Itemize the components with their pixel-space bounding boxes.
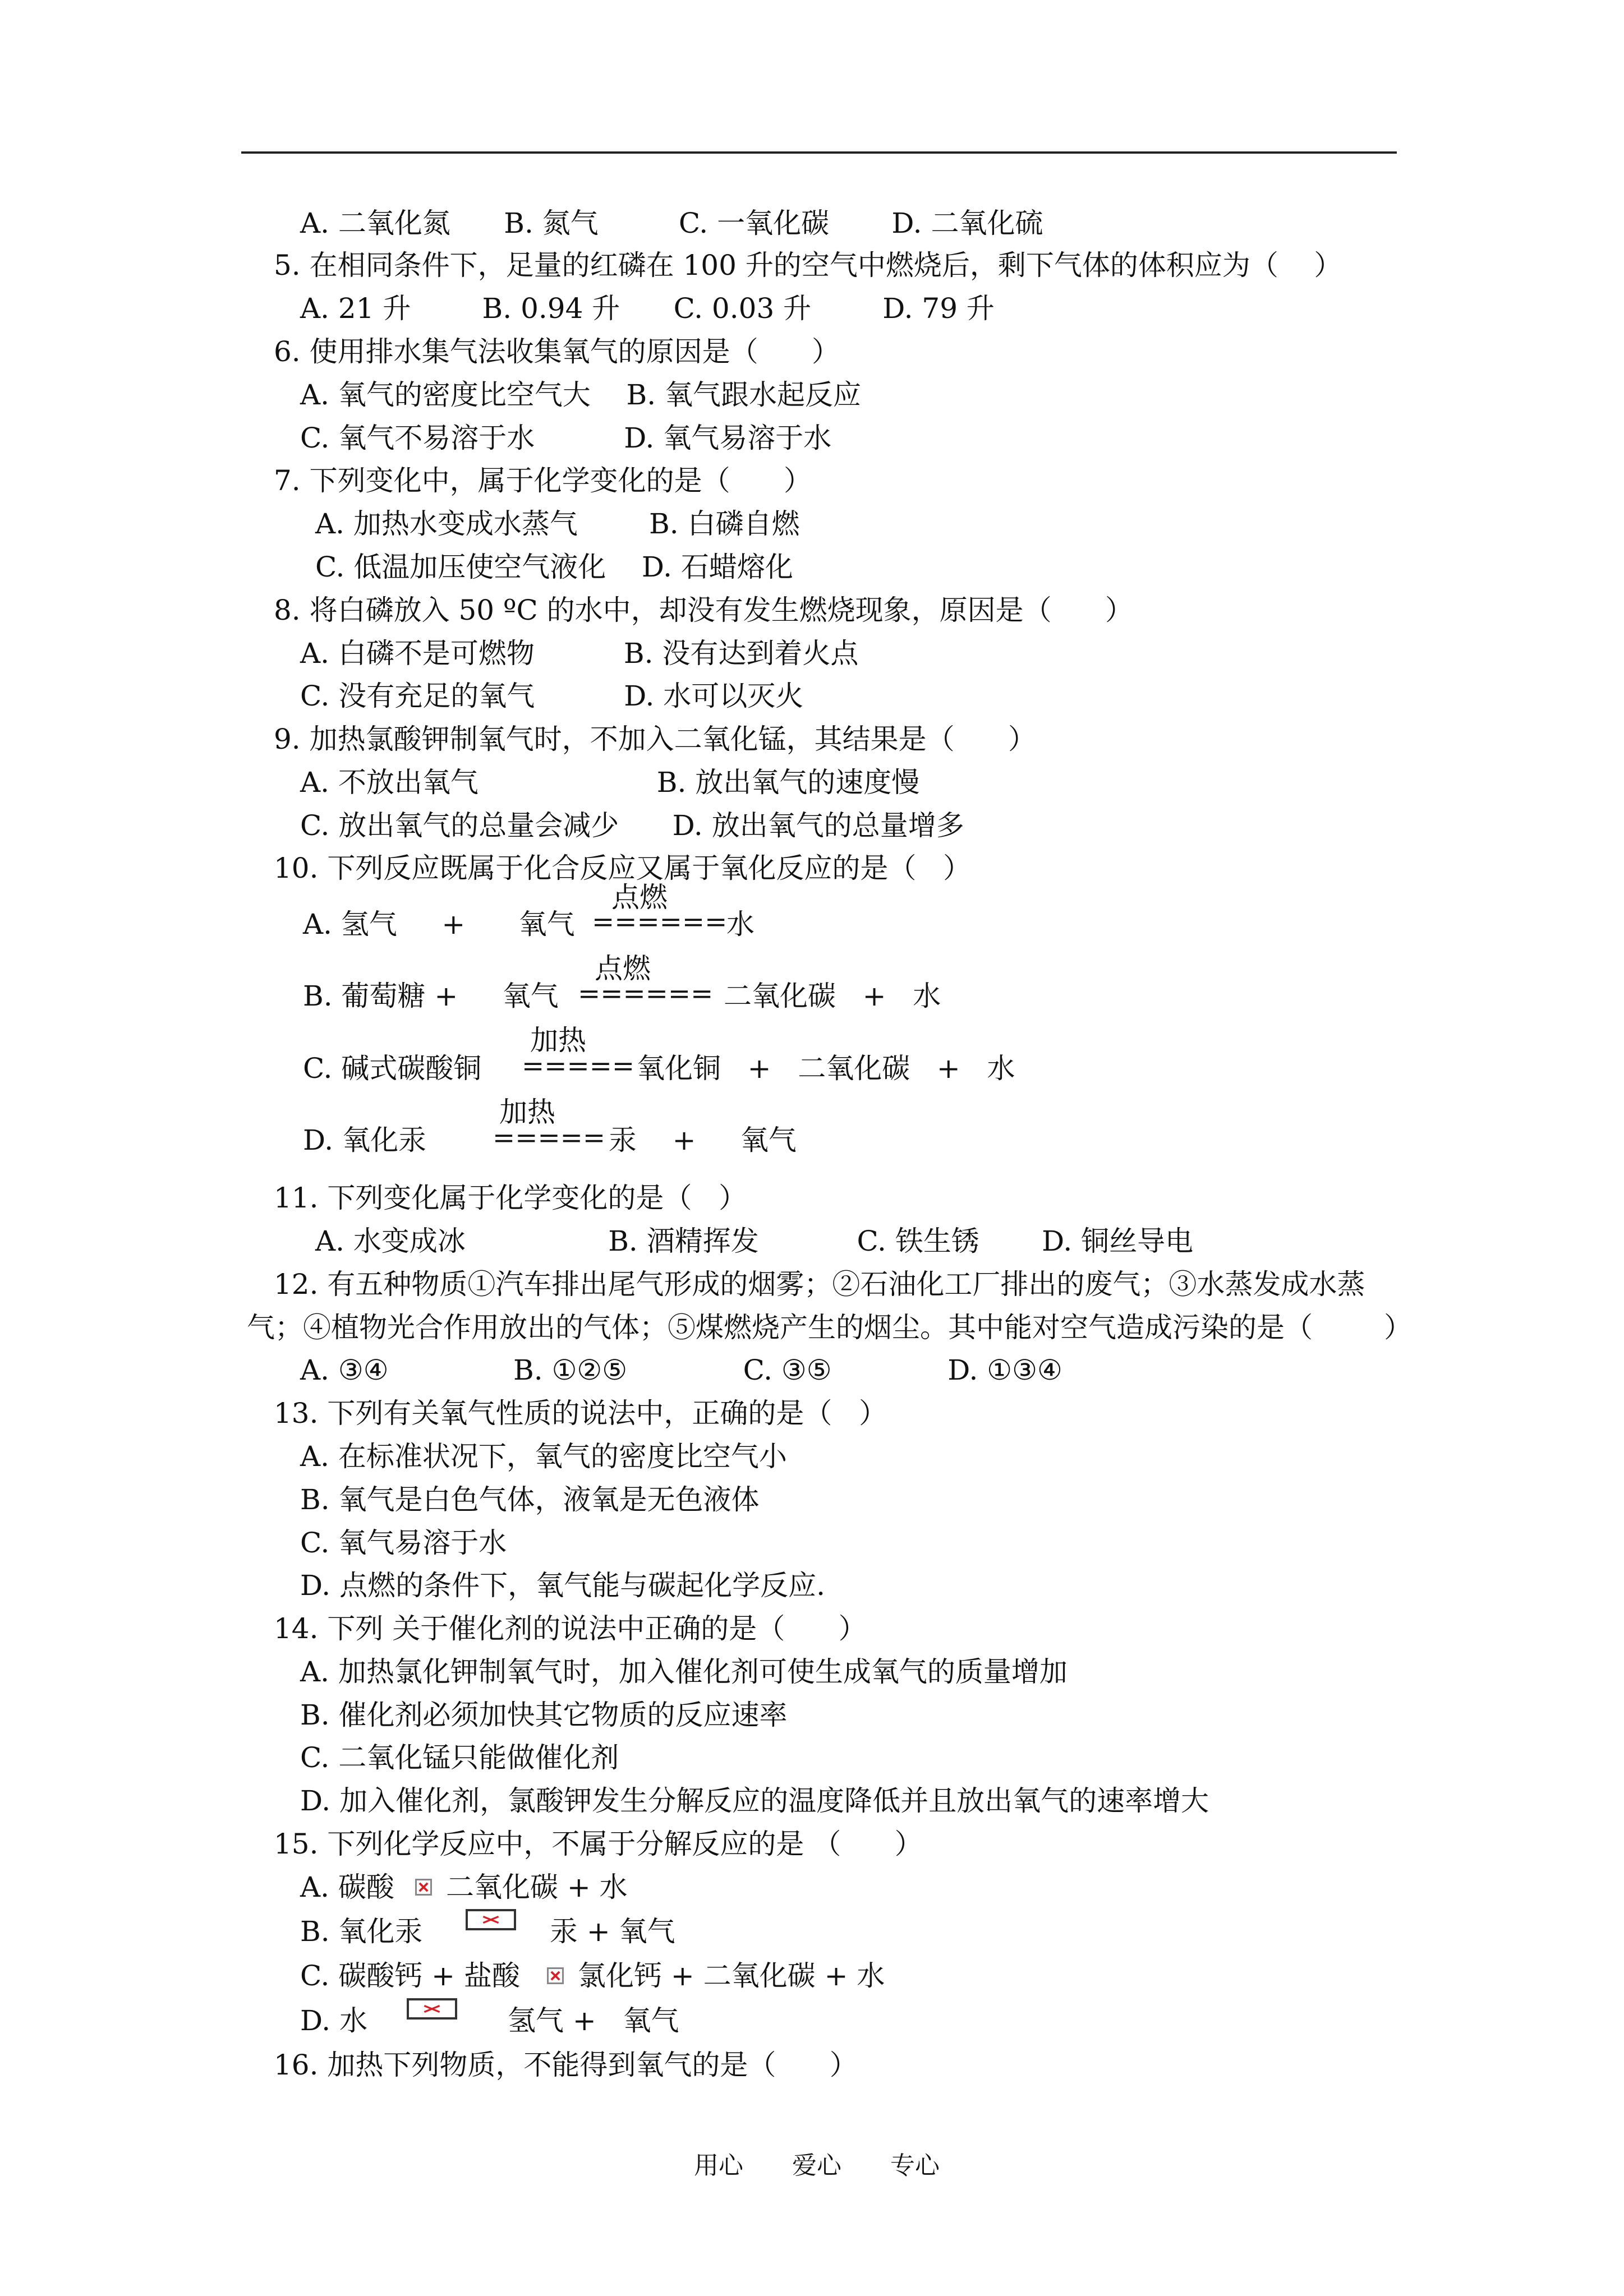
- q5-options: A. 21 升 B. 0.94 升 C. 0.03 升 D. 79 升: [300, 292, 995, 325]
- q10-b-reactants: B. 葡萄糖 + 氧气: [303, 980, 559, 1012]
- q6-options-ab: A. 氧气的密度比空气大 B. 氧气跟水起反应: [300, 379, 861, 411]
- q12-stem-line1: 12. 有五种物质①汽车排出尾气形成的烟雾；②石油化工厂排出的废气；③水蒸发成水蒸: [274, 1268, 1365, 1301]
- q14-option-d: D. 加入催化剂，氯酸钾发生分解反应的温度降低并且放出氧气的速率增大: [300, 1785, 1209, 1817]
- q15-a-reactant: A. 碳酸: [300, 1871, 394, 1903]
- q15-c-products: 氯化钙 + 二氧化碳 + 水: [578, 1960, 885, 1992]
- q7-options-cd: C. 低温加压使空气液化 D. 石蜡熔化: [315, 551, 793, 583]
- q16-stem: 16. 加热下列物质，不能得到氧气的是（ ）: [274, 2049, 858, 2081]
- footer-text-2: 爱心: [792, 2151, 841, 2180]
- q15-a-products: 二氧化碳 + 水: [446, 1871, 628, 1903]
- q9-stem: 9. 加热氯酸钾制氧气时，不加入二氧化锰，其结果是（ ）: [274, 723, 1036, 755]
- footer-text-3: 专心: [890, 2151, 940, 2180]
- q10-b-products: 二氧化碳 + 水: [724, 980, 941, 1012]
- q10-d-reactants: D. 氧化汞: [303, 1124, 427, 1156]
- q8-options-ab: A. 白磷不是可燃物 B. 没有达到着火点: [300, 637, 859, 670]
- q10-a-reactants: A. 氢气 + 氧气: [303, 908, 575, 940]
- broken-image-icon: [547, 1967, 564, 1984]
- q13-stem: 13. 下列有关氧气性质的说法中，正确的是（ ）: [274, 1397, 887, 1430]
- q14-stem: 14. 下列 关于催化剂的说法中正确的是（ ）: [274, 1612, 867, 1645]
- q9-options-ab: A. 不放出氧气 B. 放出氧气的速度慢: [300, 766, 920, 799]
- q11-options: A. 水变成冰 B. 酒精挥发 C. 铁生锈 D. 铜丝导电: [315, 1225, 1194, 1257]
- q7-stem: 7. 下列变化中，属于化学变化的是（ ）: [274, 464, 812, 497]
- q12-stem-line2: 气；④植物光合作用放出的气体；⑤煤燃烧产生的烟尘。其中能对空气造成污染的是（ ）: [247, 1311, 1413, 1344]
- q13-option-c: C. 氧气易溶于水: [300, 1527, 507, 1559]
- q4-options: A. 二氧化氮 B. 氮气 C. 一氧化碳 D. 二氧化硫: [300, 207, 1043, 239]
- q14-option-b: B. 催化剂必须加快其它物质的反应速率: [300, 1699, 788, 1731]
- q10-c-condition: 加热: [530, 1024, 586, 1057]
- q10-c-reactants: C. 碱式碳酸铜: [303, 1052, 482, 1085]
- q15-c-reactants: C. 碳酸钙 + 盐酸: [300, 1960, 520, 1992]
- q10-a-condition: 点燃: [611, 881, 668, 914]
- q14-option-c: C. 二氧化锰只能做催化剂: [300, 1741, 619, 1774]
- q13-option-a: A. 在标准状况下，氧气的密度比空气小: [300, 1440, 787, 1473]
- q8-stem: 8. 将白磷放入 50 ºC 的水中，却没有发生燃烧现象，原因是（ ）: [274, 594, 1134, 626]
- broken-image-icon: [466, 1909, 516, 1930]
- q10-c-equals: =====: [522, 1050, 635, 1082]
- q10-d-condition: 加热: [499, 1096, 555, 1128]
- q7-options-ab: A. 加热水变成水蒸气 B. 白磷自燃: [315, 508, 800, 540]
- q13-option-b: B. 氧气是白色气体，液氧是无色液体: [300, 1483, 760, 1516]
- broken-image-icon: [407, 1998, 457, 2020]
- q15-d-reactant: D. 水: [300, 2004, 368, 2037]
- header-rule: [241, 151, 1397, 154]
- q5-stem: 5. 在相同条件下，足量的红磷在 100 升的空气中燃烧后，剩下气体的体积应为（ ）: [274, 249, 1342, 282]
- q15-b-reactant: B. 氧化汞: [300, 1915, 423, 1948]
- q14-option-a: A. 加热氯化钾制氧气时，加入催化剂可使生成氧气的质量增加: [300, 1656, 1068, 1688]
- q10-a-equals: ======: [592, 906, 728, 938]
- q9-options-cd: C. 放出氧气的总量会减少 D. 放出氧气的总量增多: [300, 809, 964, 842]
- q15-stem: 15. 下列化学反应中，不属于分解反应的是 （ ）: [274, 1828, 923, 1860]
- q10-b-condition: 点燃: [595, 952, 651, 985]
- q6-options-cd: C. 氧气不易溶于水 D. 氧气易溶于水: [300, 422, 832, 454]
- q10-a-product: 水: [726, 908, 755, 940]
- q15-b-products: 汞 + 氧气: [550, 1915, 675, 1948]
- q11-stem: 11. 下列变化属于化学变化的是（ ）: [274, 1182, 747, 1214]
- q10-d-products: 汞 + 氧气: [609, 1124, 797, 1156]
- q10-c-products: 氧化铜 + 二氧化碳 + 水: [637, 1052, 1015, 1085]
- q15-d-products: 氢气 + 氧气: [508, 2004, 679, 2037]
- q8-options-cd: C. 没有充足的氧气 D. 水可以灭火: [300, 680, 804, 712]
- q10-b-equals: ======: [578, 978, 714, 1009]
- q10-stem: 10. 下列反应既属于化合反应又属于氧化反应的是（ ）: [274, 852, 972, 884]
- q13-option-d: D. 点燃的条件下，氧气能与碳起化学反应.: [300, 1569, 825, 1602]
- broken-image-icon: [415, 1879, 432, 1896]
- q12-options: A. ③④ B. ①②⑤ C. ③⑤ D. ①③④: [300, 1354, 1062, 1386]
- footer-text-1: 用心: [694, 2151, 743, 2180]
- q10-d-equals: =====: [493, 1122, 606, 1154]
- q6-stem: 6. 使用排水集气法收集氧气的原因是（ ）: [274, 335, 840, 368]
